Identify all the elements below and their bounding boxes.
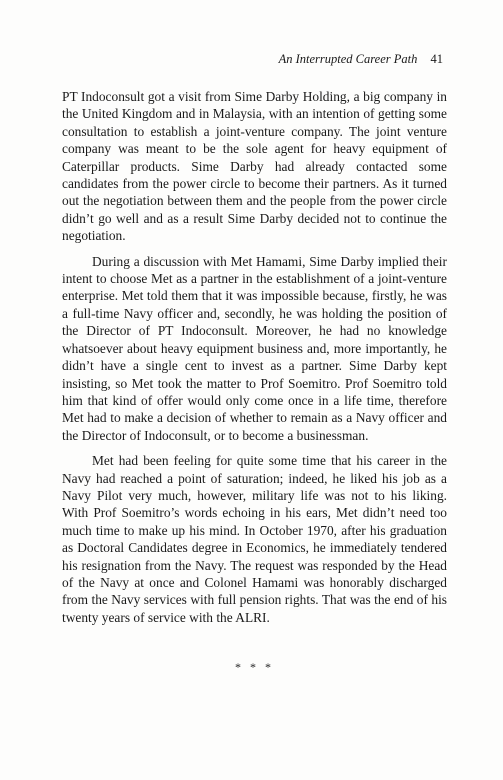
paragraph-2: During a discussion with Met Hamami, Sime Darby implied their intent to choose Met as a partner in the establishment of a joint-venture enterprise. Met told them that it was impossible because, firstly, he was a full-time Navy officer and, secondly, he was holding the position of the Director of PT Indoconsult. Moreover, he had no knowledge whatsoever about heavy equipment business and, more importantly, he didn’t have a single cent to invest as a partner. Sime Darby kept insisting, so Met took the matter to Prof Soemitro. Prof Soemitro told him that kind of offer would only come once in a life time, therefore Met had to make a decision of whether to remain as a Navy officer and the Director of Indoconsult, or to become a businessman. bbox=[62, 253, 447, 443]
running-header bbox=[279, 52, 443, 67]
running-title: An Interrupted Career Path bbox=[278, 52, 418, 66]
body-text bbox=[62, 88, 447, 634]
page-number: 41 bbox=[430, 52, 443, 66]
paragraph-3: Met had been feeling for quite some time that his career in the Navy had reached a point of saturation; indeed, he liked his job as a Navy Pilot very much, however, military life was not to his liking. With Prof Soemitro’s words echoing in his ears, Met didn’t need too much time to make up his mind. In October 1970, after his graduation as Doctoral Candidates degree in Economics, he immediately tendered his resignation from the Navy. The request was responded by the Head of the Navy at once and Colonel Hamami was honorably discharged from the Navy services with full pension rights. That was the end of his twenty years of service with the ALRI. bbox=[62, 453, 447, 625]
section-break: * * * bbox=[235, 660, 274, 674]
paragraph-1: PT Indoconsult got a visit from Sime Darby Holding, a big company in the United Kingdom and in Malaysia, with an intention of getting some consultation to establish a joint-venture company. The joint venture company was meant to be the sole agent for heavy equipment of Caterpillar products. Sime Darby had already contacted some candidates from the power circle to become their partners. As it turned out the negotiation between them and the people from the power circle didn’t go well and as a result Sime Darby decided not to continue the negotiation. bbox=[62, 89, 447, 244]
